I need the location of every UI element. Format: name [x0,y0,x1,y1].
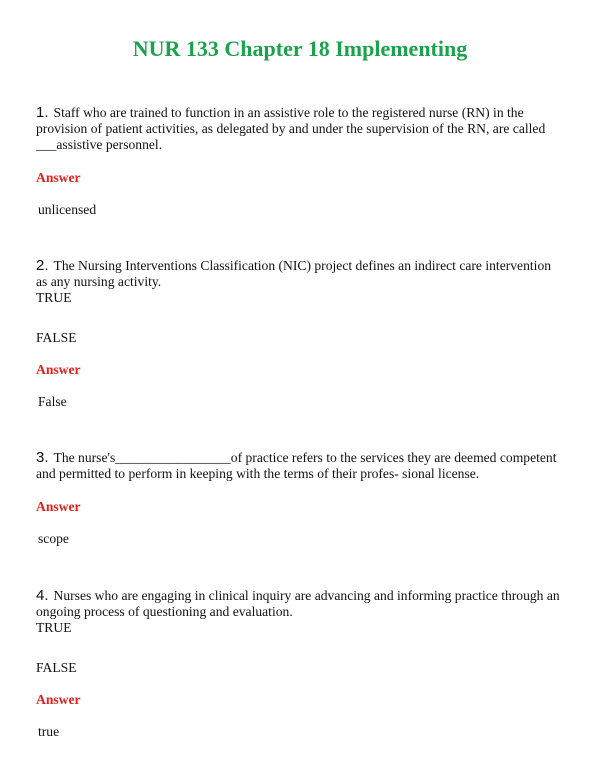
question-4-option-true: TRUE [36,620,72,635]
answer-1: unlicensed [38,202,97,217]
question-4-option-false: FALSE [36,660,77,675]
question-4-number: 4. [36,587,49,604]
question-1-text [36,105,560,153]
question-2 [36,258,560,290]
question-3-body: The nurse's_________________of practice refers to the services they are deemed competent and permitted to perform in keeping with the terms of their profes- sional license. [36,450,557,481]
answer-2: False [38,394,67,409]
answer-4: true [38,724,60,739]
question-2-text [36,258,560,290]
answer-label-2: Answer [36,362,81,377]
question-3 [36,450,560,482]
question-3-text [36,450,560,482]
question-4-text [36,588,560,620]
question-1 [36,105,560,153]
question-2-number: 2. [36,257,49,274]
question-2-option-false: FALSE [36,330,77,345]
question-1-body: Staff who are trained to function in an assistive role to the registered nurse (RN) in the provision of patient activities, as delegated by and under the supervision of the RN, are called ___assistive personnel. [36,105,546,152]
answer-3: scope [38,531,69,546]
answer-label-1: Answer [36,170,81,185]
question-3-number: 3. [36,449,49,466]
question-2-option-true: TRUE [36,290,72,305]
question-4-body: Nurses who are engaging in clinical inquiry are advancing and informing practice through an ongoing process of questioning and evaluation. [36,588,560,619]
answer-label-4: Answer [36,692,81,707]
question-2-body: The Nursing Interventions Classification (NIC) project defines an indirect care intervention as any nursing activity. [36,258,552,289]
question-1-number: 1. [36,104,49,121]
page-title: NUR 133 Chapter 18 Implementing [132,36,468,61]
answer-label-3: Answer [36,499,81,514]
question-4 [36,588,560,620]
